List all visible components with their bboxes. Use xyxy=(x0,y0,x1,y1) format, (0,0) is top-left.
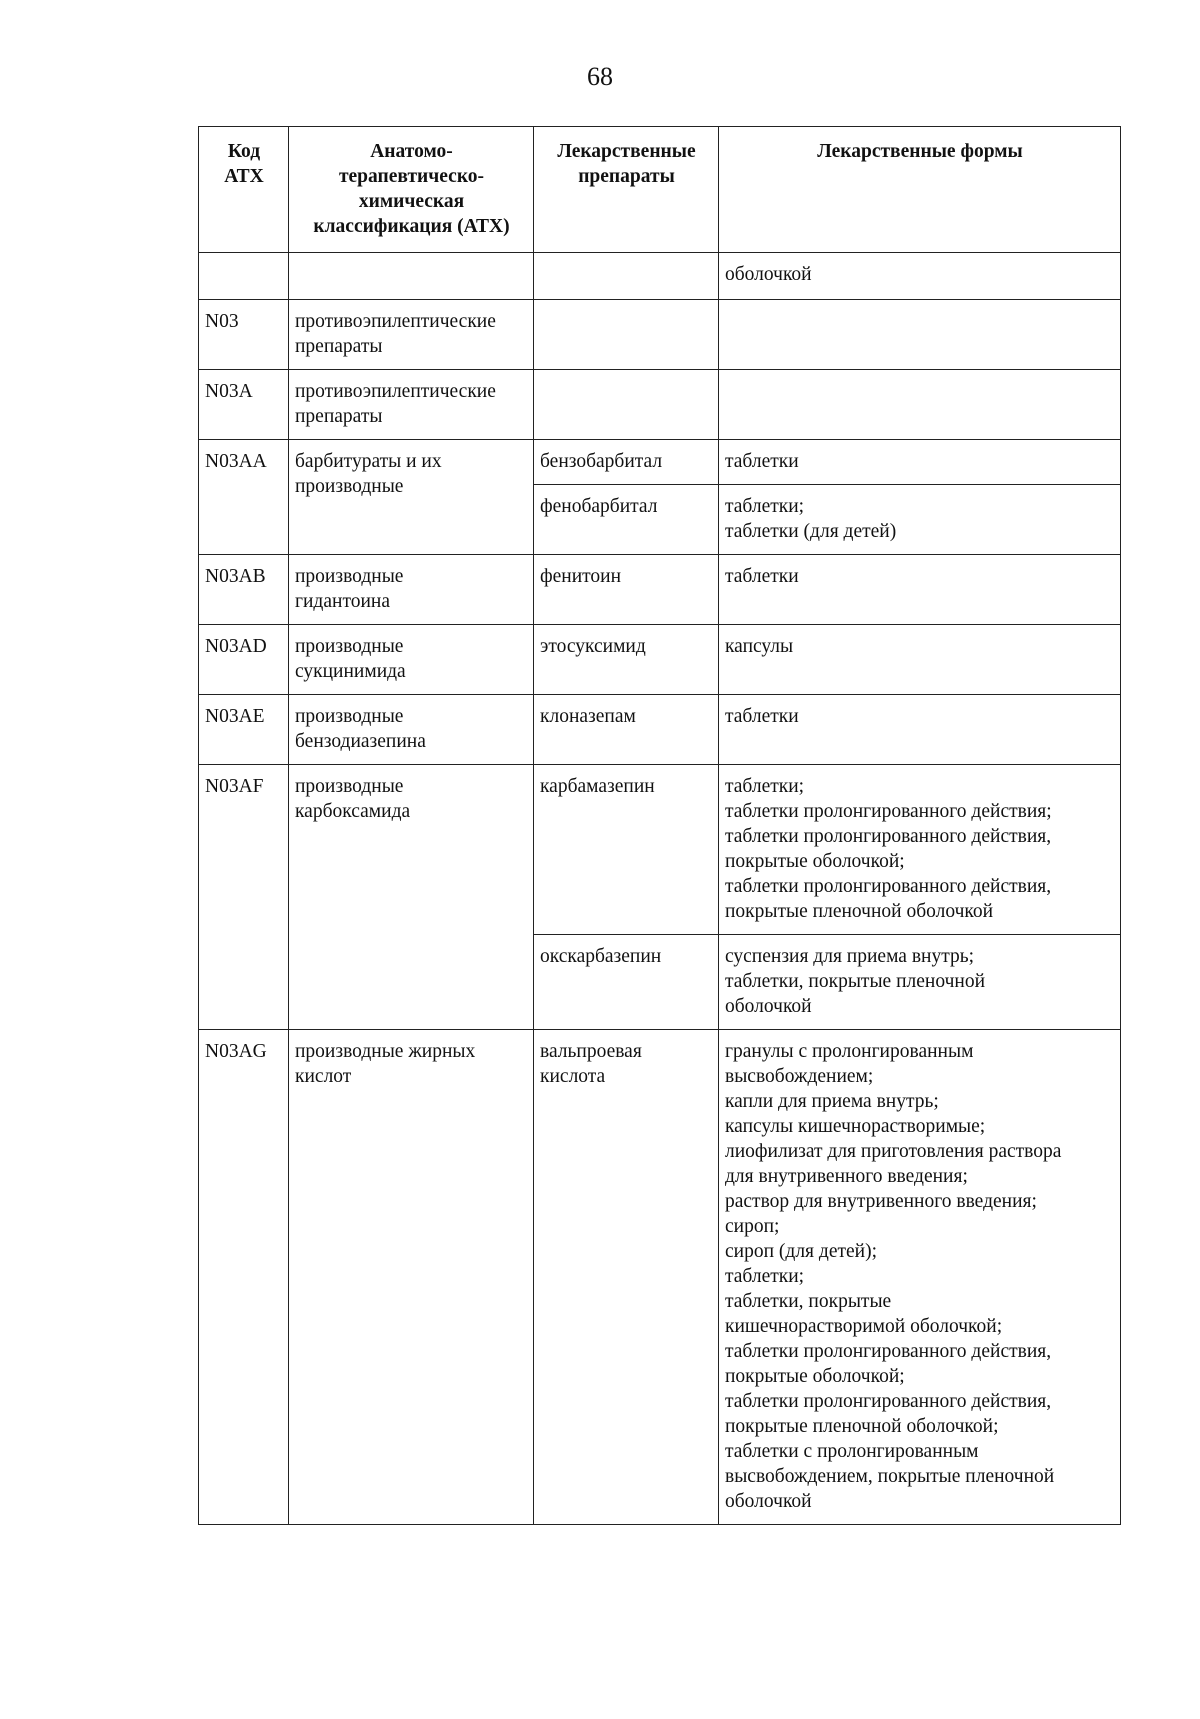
drug-name: фенитоин xyxy=(534,555,719,625)
atc-code: N03 xyxy=(199,300,289,370)
atc-class-name: противоэпилептические препараты xyxy=(289,300,534,370)
atc-class-name: производные бензодиазепина xyxy=(289,695,534,765)
table-row-n03aa xyxy=(199,440,1121,485)
page-number: 68 xyxy=(587,62,613,91)
code-cell-empty xyxy=(199,253,289,300)
atc-code: N03AB xyxy=(199,555,289,625)
forms-cell: оболочкой xyxy=(719,253,1121,300)
drug-name: фенобарбитал xyxy=(534,485,719,555)
table-row-n03ad xyxy=(199,625,1121,695)
forms-cell: гранулы с пролонгированным высвобождением; капли для приема внутрь; капсулы кишечнорастворимые; лиофилизат для приготовления раствора для внутривенного введения; раствор для внутривенного введения; сироп; сироп (для детей); таблетки; таблетки, покрытые кишечнорастворимой оболочкой; таблетки пролонгированного действия, покрытые оболочкой; таблетки пролонгированного действия, покрытые пленочной оболочкой; таблетки с пролонгированным высвобождением, покрытые пленочной оболочкой xyxy=(719,1030,1121,1525)
drug-name: карбамазепин xyxy=(534,765,719,935)
forms-cell: капсулы xyxy=(719,625,1121,695)
atc-class-name: противоэпилептические препараты xyxy=(289,370,534,440)
table-row-n03 xyxy=(199,300,1121,370)
drug-name: этосуксимид xyxy=(534,625,719,695)
forms-cell: таблетки; таблетки (для детей) xyxy=(719,485,1121,555)
header-dosage-forms: Лекарственные формы xyxy=(719,127,1121,253)
drug-name: вальпроевая кислота xyxy=(534,1030,719,1525)
header-atc-code: Код АТХ xyxy=(199,127,289,253)
atc-class-name: производные жирных кислот xyxy=(289,1030,534,1525)
class-cell-empty xyxy=(289,253,534,300)
atc-class-name: барбитураты и их производные xyxy=(289,440,534,555)
atc-code: N03AG xyxy=(199,1030,289,1525)
table-header-row xyxy=(199,127,1121,253)
header-drugs: Лекарственные препараты xyxy=(534,127,719,253)
drug-cell-empty xyxy=(534,253,719,300)
atc-class-name: производные гидантоина xyxy=(289,555,534,625)
atc-code: N03AF xyxy=(199,765,289,1030)
atc-class-name: производные сукцинимида xyxy=(289,625,534,695)
forms-cell: таблетки xyxy=(719,695,1121,765)
forms-cell: суспензия для приема внутрь; таблетки, покрытые пленочной оболочкой xyxy=(719,935,1121,1030)
table-row-n03af xyxy=(199,765,1121,935)
atc-class-name: производные карбоксамида xyxy=(289,765,534,1030)
drug-cell-empty xyxy=(534,370,719,440)
forms-cell: таблетки xyxy=(719,555,1121,625)
atc-drug-table xyxy=(198,126,1121,1525)
drug-name: клоназепам xyxy=(534,695,719,765)
table-row-continuation xyxy=(199,253,1121,300)
forms-cell: таблетки; таблетки пролонгированного действия; таблетки пролонгированного действия, покрытые оболочкой; таблетки пролонгированного действия, покрытые пленочной оболочкой xyxy=(719,765,1121,935)
forms-cell: таблетки xyxy=(719,440,1121,485)
forms-cell-empty xyxy=(719,300,1121,370)
drug-name: бензобарбитал xyxy=(534,440,719,485)
header-atc-classification: Анатомо- терапевтическо- химическая классификация (АТХ) xyxy=(289,127,534,253)
atc-code: N03AD xyxy=(199,625,289,695)
table-row-n03ae xyxy=(199,695,1121,765)
atc-code: N03A xyxy=(199,370,289,440)
table-row-n03a xyxy=(199,370,1121,440)
drug-name: окскарбазепин xyxy=(534,935,719,1030)
forms-cell-empty xyxy=(719,370,1121,440)
drug-cell-empty xyxy=(534,300,719,370)
table-row-n03ab xyxy=(199,555,1121,625)
table-row-n03ag xyxy=(199,1030,1121,1525)
atc-code: N03AA xyxy=(199,440,289,555)
atc-code: N03AE xyxy=(199,695,289,765)
